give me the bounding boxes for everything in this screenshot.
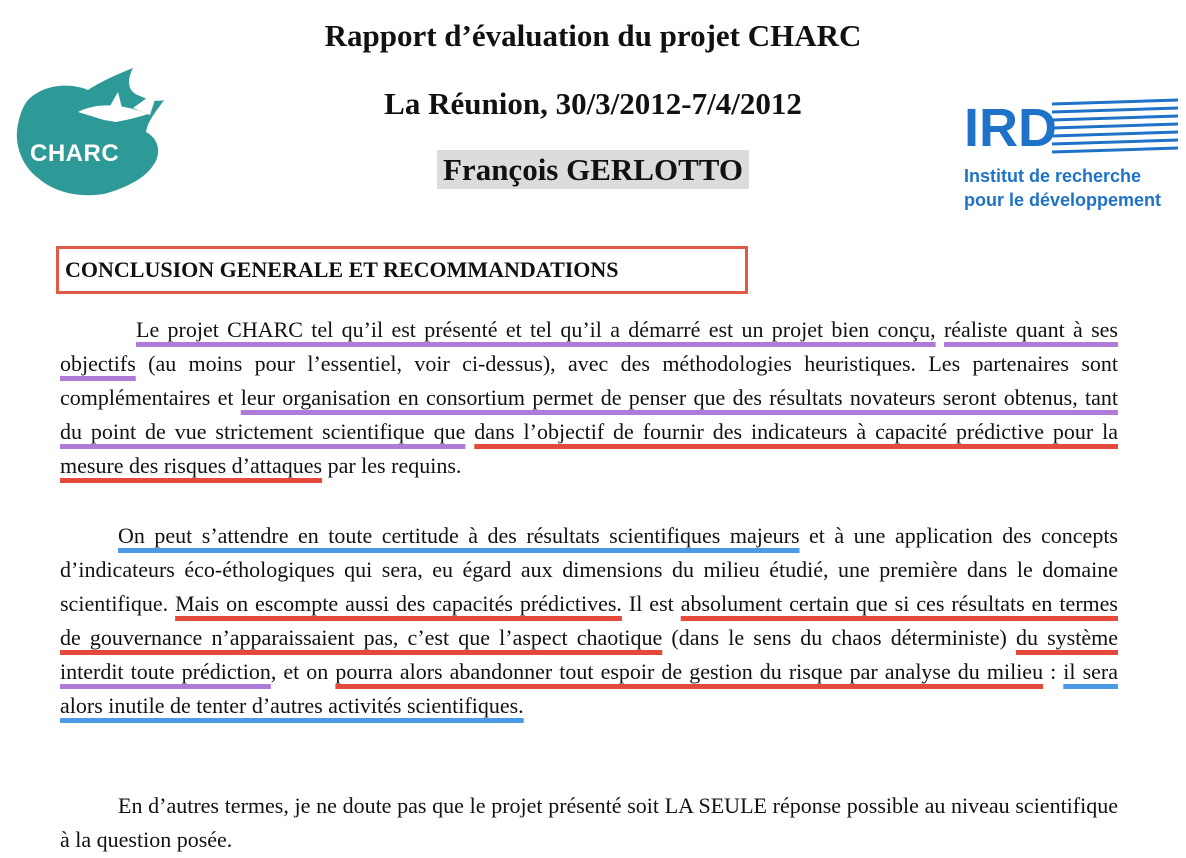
ird-wave-icon (962, 96, 1182, 160)
highlight-purple: leur organisation en consortium permet de penser que des résultats novateurs seront obtenus, tant du point de vue strictement scientifique que (60, 385, 1119, 444)
document-subtitle: La Réunion, 30/3/2012-7/4/2012 (384, 86, 802, 121)
text-span: (dans le sens du chaos déterministe) (662, 625, 1016, 650)
highlight-blue: On peut s’attendre en toute certitude à des résultats scientifiques majeurs (118, 523, 800, 548)
text-span: : (1043, 659, 1064, 684)
ird-logo (962, 96, 1182, 216)
document-title: Rapport d’évaluation du projet CHARC (324, 18, 862, 53)
text-span (465, 419, 474, 444)
charc-logo-text: CHARC (30, 140, 120, 167)
highlight-red: Mais on escompte aussi des capacités prédictives. (175, 591, 622, 616)
highlight-red: absolument certain que si ces résultats en termes de gouvernance n’apparaissaient pas, c’est que l’aspect chaotique (60, 591, 1118, 650)
highlight-purple: Le projet CHARC tel qu’il est présenté et tel qu’il a démarré est un projet bien conçu, (136, 317, 936, 342)
highlight-red: du système (1015, 625, 1118, 650)
paragraph-2 (60, 519, 1118, 723)
highlight-blue: il sera alors inutile de tenter d’autres activités scientifiques. (60, 659, 1118, 718)
author-name: François GERLOTTO (437, 150, 749, 189)
ird-subtitle-line2: pour le développement (964, 190, 1162, 210)
paragraph-1 (60, 313, 1118, 483)
text-span: (au moins pour l’essentiel, voir ci-dessus), avec des méthodologies heuristiques. Les partenaires sont complémentaires et (60, 351, 1118, 410)
section-heading: CONCLUSION GENERALE ET RECOMMANDATIONS (65, 257, 619, 282)
paragraph-3: En d’autres termes, je ne doute pas que le projet présenté soit LA SEULE réponse possible au niveau scientifique à la question posée. (60, 793, 1118, 852)
text-span: Il est (621, 591, 681, 616)
highlight-red: pourra alors abandonner tout espoir de gestion du risque par analyse du milieu (335, 659, 1044, 684)
text-span: , et on (270, 659, 336, 684)
text-span: et à une application des concepts d’indicateurs éco-éthologiques qui sera, eu égard aux dimensions du milieu étudié, une première dans le domaine scientifique. (60, 523, 1118, 616)
highlight-red: dans l’objectif de fournir des indicateurs à capacité prédictive pour la mesure des risques d’attaques (60, 419, 1119, 478)
text-span: par les requins. (322, 453, 462, 478)
charc-logo (8, 60, 168, 200)
charc-island-shark-icon (8, 60, 168, 200)
section-heading-box (56, 246, 748, 294)
text-span (936, 317, 944, 342)
ird-subtitle-line1: Institut de recherche (964, 166, 1142, 186)
highlight-purple: réaliste quant à ses objectifs (60, 317, 1118, 376)
highlight-purple: interdit toute prédiction (60, 659, 271, 684)
ird-logo-text: IRD (964, 98, 1057, 158)
